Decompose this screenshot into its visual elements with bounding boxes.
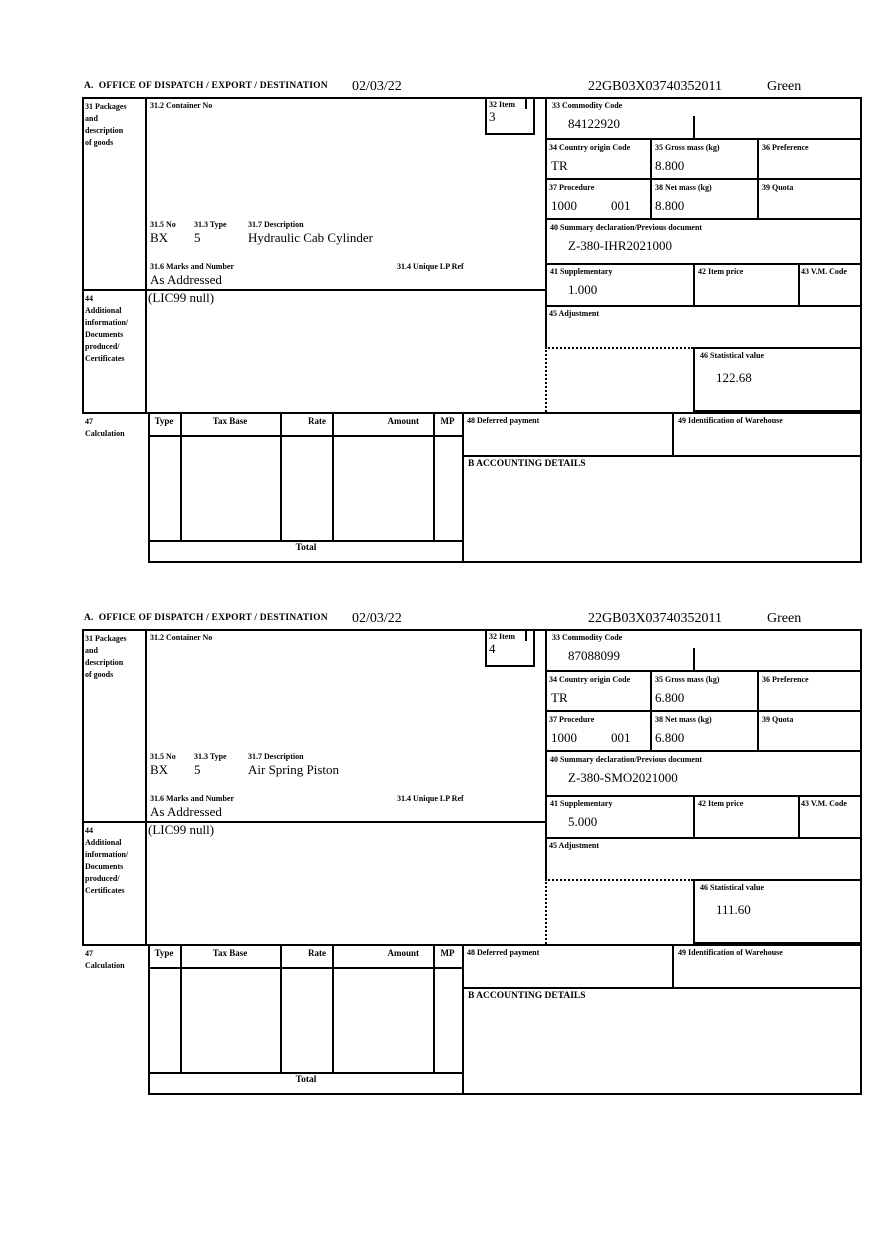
gross-mass-label: 35 Gross mass (kg) (655, 143, 720, 152)
package-type-value: 5 (194, 230, 201, 245)
additional-info-value: (LIC99 null) (148, 822, 215, 837)
declaration-reference: 22GB03X03740352011 (588, 611, 723, 626)
divider (148, 967, 464, 969)
divider (693, 410, 862, 412)
item-label: 32 Item (489, 100, 515, 109)
supplementary-value: 1.000 (568, 282, 598, 297)
unique-lp-ref-label: 31.4 Unique LP Ref (397, 262, 464, 271)
divider (693, 942, 862, 944)
package-no-value: BX (150, 230, 169, 245)
divider (82, 629, 862, 631)
col-taxbase-header: Tax Base (212, 416, 248, 426)
item-label: 32 Item (489, 632, 515, 641)
dotted-divider (545, 347, 693, 349)
col-taxbase-header: Tax Base (212, 948, 248, 958)
container-no-label: 31.2 Container No (150, 101, 213, 110)
divider (82, 944, 862, 946)
previous-document-value: Z-380-IHR2021000 (568, 238, 672, 253)
package-no-value: BX (150, 762, 169, 777)
divider (693, 795, 695, 839)
divider (180, 412, 182, 542)
divider (693, 347, 862, 349)
country-origin-value: TR (551, 158, 568, 173)
divider (693, 116, 695, 140)
commodity-code-label: 33 Commodity Code (552, 101, 623, 110)
accounting-details-label: B ACCOUNTING DETAILS (468, 991, 586, 1001)
package-type-label: 31.3 Type (194, 752, 227, 761)
quota-label: 39 Quota (762, 715, 794, 724)
divider (525, 629, 527, 641)
box47-label: 47 Calculation (85, 417, 125, 438)
item-price-label: 42 Item price (698, 799, 744, 808)
total-label: Total (295, 543, 317, 553)
divider (332, 412, 334, 542)
divider (145, 629, 147, 946)
marks-label: 31.6 Marks and Number (150, 262, 235, 271)
commodity-code-value: 84122920 (568, 116, 620, 131)
country-origin-label: 34 Country origin Code (549, 675, 631, 684)
office-of-dispatch-label: A. OFFICE OF DISPATCH / EXPORT / DESTINATION (84, 613, 328, 623)
warehouse-id-label: 49 Identification of Warehouse (678, 416, 783, 425)
gross-mass-value: 8.800 (655, 158, 685, 173)
divider (860, 629, 862, 1095)
divider (545, 305, 862, 307)
divider (693, 347, 695, 412)
divider (545, 97, 547, 349)
preference-label: 36 Preference (762, 675, 809, 684)
divider (672, 412, 674, 457)
divider (757, 670, 759, 752)
divider (485, 629, 487, 667)
statistical-value-label: 46 Statistical value (700, 883, 764, 892)
divider (180, 944, 182, 1074)
previous-document-value: Z-380-SMO2021000 (568, 770, 678, 785)
divider (82, 629, 84, 946)
goods-description-value: Air Spring Piston (248, 762, 340, 777)
item-number-value: 3 (489, 109, 496, 124)
declaration-date: 02/03/22 (352, 79, 402, 94)
supplementary-value: 5.000 (568, 814, 598, 829)
col-mp-header: MP (440, 416, 455, 426)
dotted-divider (545, 879, 693, 881)
declaration-item-section-2 (82, 612, 862, 1098)
procedure-label: 37 Procedure (549, 715, 595, 724)
adjustment-label: 45 Adjustment (549, 309, 600, 318)
divider (145, 97, 147, 414)
divider (798, 263, 800, 307)
container-no-label: 31.2 Container No (150, 633, 213, 642)
col-rate-header: Rate (308, 416, 326, 426)
divider (82, 97, 862, 99)
divider (545, 629, 547, 881)
total-label: Total (295, 1075, 317, 1085)
procedure-value: 1000 001 (551, 730, 631, 745)
divider (650, 138, 652, 220)
routing-status: Green (767, 611, 802, 626)
marks-value: As Addressed (150, 804, 222, 819)
routing-status: Green (767, 79, 802, 94)
box31-label: 31 Packages and description of goods (85, 102, 127, 147)
divider (545, 178, 862, 180)
declaration-item-section-1 (82, 80, 862, 566)
statistical-value: 111.60 (716, 902, 751, 917)
preference-label: 36 Preference (762, 143, 809, 152)
net-mass-label: 38 Net mass (kg) (655, 715, 712, 724)
divider (462, 455, 862, 457)
marks-label: 31.6 Marks and Number (150, 794, 235, 803)
divider (672, 944, 674, 989)
divider (545, 795, 862, 797)
divider (485, 665, 535, 667)
divider (693, 879, 695, 944)
dotted-divider (545, 347, 547, 412)
previous-document-label: 40 Summary declaration/Previous document (550, 755, 703, 764)
net-mass-value: 6.800 (655, 730, 685, 745)
divider (693, 879, 862, 881)
divider (280, 412, 282, 542)
col-amount-header: Amount (387, 416, 419, 426)
divider (545, 710, 862, 712)
deferred-payment-label: 48 Deferred payment (467, 948, 540, 957)
item-price-label: 42 Item price (698, 267, 744, 276)
divider (433, 412, 435, 542)
divider (545, 670, 862, 672)
additional-info-value: (LIC99 null) (148, 290, 215, 305)
divider (148, 1072, 464, 1074)
package-type-value: 5 (194, 762, 201, 777)
quota-label: 39 Quota (762, 183, 794, 192)
divider (545, 218, 862, 220)
divider (433, 944, 435, 1074)
divider (860, 97, 862, 563)
divider (650, 670, 652, 752)
dotted-divider (545, 879, 547, 944)
goods-description-value: Hydraulic Cab Cylinder (248, 230, 373, 245)
col-rate-header: Rate (308, 948, 326, 958)
divider (545, 263, 862, 265)
divider (545, 837, 862, 839)
divider (82, 412, 862, 414)
divider (462, 987, 862, 989)
divider (545, 138, 862, 140)
commodity-code-value: 87088099 (568, 648, 620, 663)
net-mass-label: 38 Net mass (kg) (655, 183, 712, 192)
col-type-header: Type (154, 416, 174, 426)
accounting-details-label: B ACCOUNTING DETAILS (468, 459, 586, 469)
vm-code-label: 43 V.M. Code (801, 267, 847, 276)
package-no-label: 31.5 No (150, 752, 176, 761)
divider (757, 138, 759, 220)
divider (148, 1093, 862, 1095)
warehouse-id-label: 49 Identification of Warehouse (678, 948, 783, 957)
declaration-reference: 22GB03X03740352011 (588, 79, 723, 94)
marks-value: As Addressed (150, 272, 222, 287)
divider (280, 944, 282, 1074)
country-origin-value: TR (551, 690, 568, 705)
divider (148, 435, 464, 437)
deferred-payment-label: 48 Deferred payment (467, 416, 540, 425)
col-mp-header: MP (440, 948, 455, 958)
gross-mass-label: 35 Gross mass (kg) (655, 675, 720, 684)
divider (485, 97, 487, 135)
package-no-label: 31.5 No (150, 220, 176, 229)
divider (798, 795, 800, 839)
adjustment-label: 45 Adjustment (549, 841, 600, 850)
description-label: 31.7 Description (248, 220, 304, 229)
box31-label: 31 Packages and description of goods (85, 634, 127, 679)
divider (148, 540, 464, 542)
procedure-label: 37 Procedure (549, 183, 595, 192)
item-number-value: 4 (489, 641, 496, 656)
box44-label: 44 Additional information/ Documents produced/ Certificates (85, 826, 129, 895)
divider (82, 97, 84, 414)
divider (533, 97, 535, 135)
package-type-label: 31.3 Type (194, 220, 227, 229)
office-of-dispatch-label: A. OFFICE OF DISPATCH / EXPORT / DESTINATION (84, 81, 328, 91)
col-type-header: Type (154, 948, 174, 958)
divider (533, 629, 535, 667)
divider (693, 263, 695, 307)
description-label: 31.7 Description (248, 752, 304, 761)
divider (148, 561, 862, 563)
gross-mass-value: 6.800 (655, 690, 685, 705)
commodity-code-label: 33 Commodity Code (552, 633, 623, 642)
box47-label: 47 Calculation (85, 949, 125, 970)
divider (332, 944, 334, 1074)
divider (545, 750, 862, 752)
divider (525, 97, 527, 109)
procedure-value: 1000 001 (551, 198, 631, 213)
supplementary-label: 41 Supplementary (550, 799, 613, 808)
net-mass-value: 8.800 (655, 198, 685, 213)
declaration-date: 02/03/22 (352, 611, 402, 626)
supplementary-label: 41 Supplementary (550, 267, 613, 276)
unique-lp-ref-label: 31.4 Unique LP Ref (397, 794, 464, 803)
vm-code-label: 43 V.M. Code (801, 799, 847, 808)
previous-document-label: 40 Summary declaration/Previous document (550, 223, 703, 232)
divider (693, 648, 695, 672)
divider (485, 133, 535, 135)
statistical-value: 122.68 (716, 370, 752, 385)
col-amount-header: Amount (387, 948, 419, 958)
statistical-value-label: 46 Statistical value (700, 351, 764, 360)
box44-label: 44 Additional information/ Documents produced/ Certificates (85, 294, 129, 363)
country-origin-label: 34 Country origin Code (549, 143, 631, 152)
